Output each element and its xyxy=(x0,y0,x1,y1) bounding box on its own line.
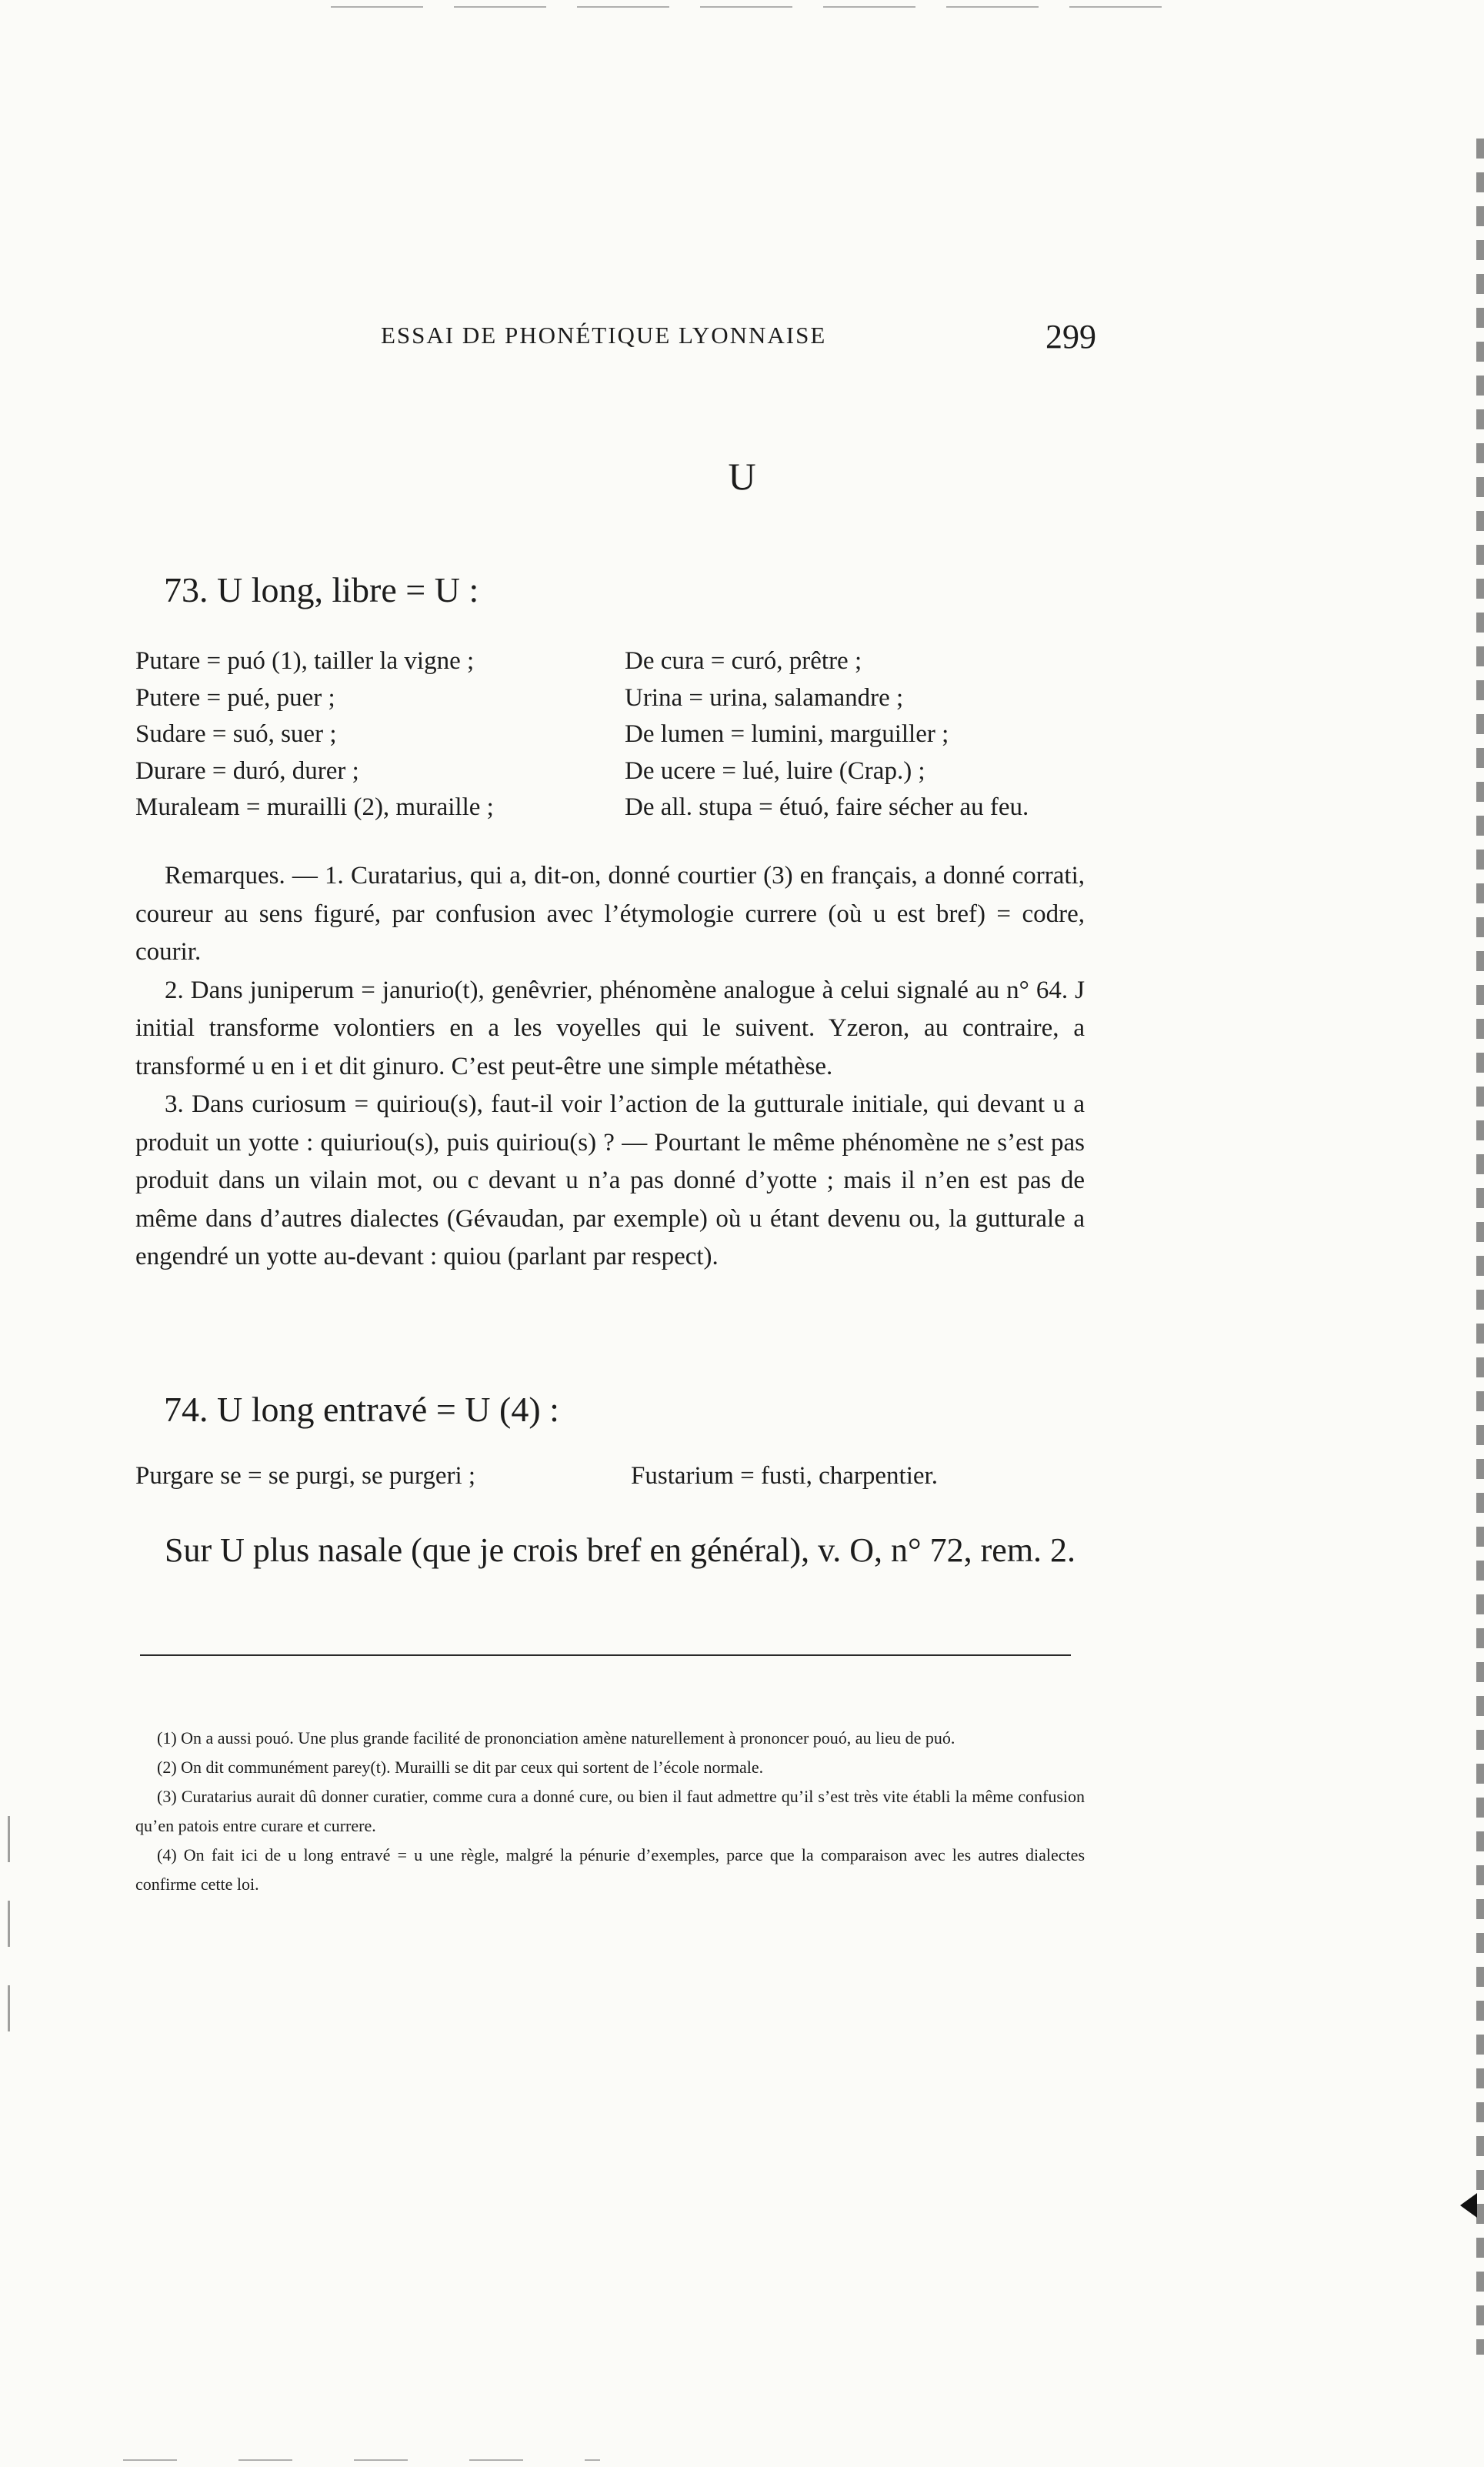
footnote-4: (4) On fait ici de u long entravé = u une règle, malgré la pénurie d’exemples, parce que la comparaison avec les autres dialectes confirme cette loi. xyxy=(135,1845,1085,1894)
example-line: Putare = puó (1), tailler la vigne ; xyxy=(135,647,475,675)
footnote-divider xyxy=(140,1654,1071,1656)
running-head-title: ESSAI DE PHONÉTIQUE LYONNAISE xyxy=(381,322,827,349)
footnote-3: (3) Curatarius aurait dû donner curatier, comme cura a donné cure, ou bien il faut admettre qu’il s’est très vite établi la même confusion qu’en patois entre curare et currere. xyxy=(135,1787,1085,1835)
closing-note: Sur U plus nasale (que je crois bref en général), v. O, n° 72, rem. 2. xyxy=(165,1531,1076,1569)
remark-paragraph-1: Remarques. — 1. Curatarius, qui a, dit-on, donné courtier (3) en français, a donné corrati, coureur au sens figuré, par confusion avec l’étymologie currere (où u est bref) = codre, courir. xyxy=(135,862,1085,966)
examples-left-column xyxy=(135,643,582,826)
section-73-heading: 73. U long, libre = U : xyxy=(164,570,479,609)
remarks-block xyxy=(135,857,1085,1277)
running-head xyxy=(381,318,1096,368)
example-line: De all. stupa = étuó, faire sécher au feu. xyxy=(625,793,1029,821)
scan-artifact-left-edge xyxy=(8,1816,10,2047)
example-line: Sudare = suó, suer ; xyxy=(135,720,337,748)
example-line: Durare = duró, durer ; xyxy=(135,756,359,785)
examples-right-column xyxy=(625,643,1102,826)
section-letter: U xyxy=(728,455,756,498)
page-number: 299 xyxy=(1045,318,1096,356)
example-line: De lumen = lumini, marguiller ; xyxy=(625,720,949,748)
example-line: De cura = curó, prêtre ; xyxy=(625,647,862,675)
remark-paragraph-3: 3. Dans curiosum = quiriou(s), faut-il voir l’action de la gutturale initiale, qui devant u a produit un yotte : quiuriou(s), puis quiriou(s) ? — Pourtant le même phénomène ne s’est pas produit dans un vilain mot, ou c devant u n’a pas donné d’yotte ; mais il n’en est pas de même dans d’autres dialectes (Gévaudan, par exemple) où u étant devenu ou, la gutturale a engendré un yotte au-devant : quiou (parlant par respect). xyxy=(135,1090,1085,1270)
example-line: Urina = urina, salamandre ; xyxy=(625,683,904,712)
scan-artifact-top xyxy=(331,6,1177,8)
example-line: Muraleam = murailli (2), muraille ; xyxy=(135,793,494,821)
footnotes xyxy=(135,1724,1085,1899)
example-line: De ucere = lué, luire (Crap.) ; xyxy=(625,756,925,785)
example-line: Fustarium = fusti, charpentier. xyxy=(631,1462,938,1490)
scan-artifact-arrow-mark xyxy=(1460,2193,1477,2218)
example-line: Purgare se = se purgi, se purgeri ; xyxy=(135,1462,476,1490)
section-74-heading: 74. U long entravé = U (4) : xyxy=(164,1390,559,1429)
footnote-1: (1) On a aussi pouó. Une plus grande facilité de prononciation amène naturellement à prononcer pouó, au lieu de puó. xyxy=(157,1728,955,1748)
scan-artifact-bottom xyxy=(123,2459,600,2461)
remark-paragraph-2: 2. Dans juniperum = janurio(t), genêvrier, phénomène analogue à celui signalé au n° 64. J initial transforme volontiers en a les voyelles qui le suivent. Yzeron, au contraire, a transformé u en i et dit ginuro. C’est peut-être une simple métathèse. xyxy=(135,976,1085,1080)
example-line: Putere = pué, puer ; xyxy=(135,683,335,712)
footnote-2: (2) On dit communément parey(t). Murailli se dit par ceux qui sortent de l’école normale. xyxy=(157,1758,764,1777)
